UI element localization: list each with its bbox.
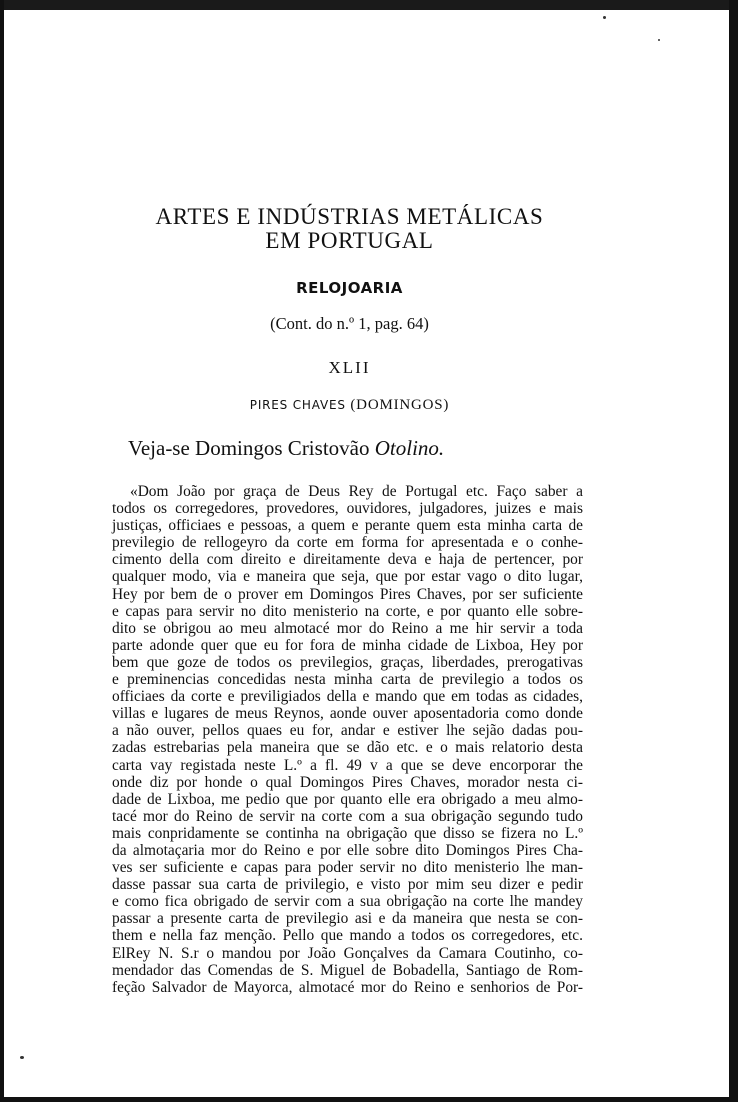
body-text <box>112 483 583 996</box>
scan-border-top <box>0 0 738 10</box>
continuation-note: (Cont. do n.º 1, pag. 64) <box>270 314 429 333</box>
body-line: previlegio de rellogeyro da corte em forma for apresentada e o conhe- <box>112 534 583 552</box>
section-heading <box>112 397 587 414</box>
body-line: feção Salvador de Mayorca, almotacé mor do Reino e senhorios de Por- <box>112 978 583 996</box>
body-line: carta vay registada neste L.º a fl. 49 v a que se deve encorporar the <box>112 756 583 774</box>
cross-reference-prefix: Veja-se Domingos Cristovão <box>128 436 375 460</box>
body-line: e como fica obrigado de servir com a sua obrigação na corte lhe mandey <box>112 893 583 911</box>
cross-reference <box>128 436 587 461</box>
body-line: dasse passar sua carta de privilegio, e visto por mim seu dizer e pedir <box>112 876 583 894</box>
body-line: parte adonde quer que eu for fora de minha cidade de Lixboa, Hey por <box>112 636 583 654</box>
title-line-1: ARTES E INDÚSTRIAS METÁLICAS <box>155 204 544 229</box>
body-line: ves ser suficiente e capas para poder servir no dito menisterio lhe man- <box>112 859 583 877</box>
body-line: officiaes da corte e previligiados della e mando que em todas as cidades, <box>112 688 583 706</box>
body-line: onde diz por honde o qual Domingos Pires Chaves, morador nesta ci- <box>112 773 583 791</box>
scan-border-left <box>0 0 4 1102</box>
body-line: zadas estrebarias pela maneira que se dão etc. e o mais relatorio desta <box>112 739 583 757</box>
section-name: PIRES CHAVES <box>249 398 346 412</box>
document-page <box>112 205 587 996</box>
article-title <box>112 205 587 253</box>
body-line: them e nella faz menção. Pello que mando a todos os corregedores, etc. <box>112 927 583 945</box>
body-line: a não ouver, pellos quaes eu for, andar e estiver lhe sejão dadas pou- <box>112 722 583 740</box>
body-line: dade de Lixboa, me pedio que por quanto elle era obrigado a meu almo- <box>112 790 583 808</box>
scan-speck <box>603 16 606 19</box>
body-line: mais conpridamente se continha na obrigação que disso se fizera no L.º <box>112 824 583 842</box>
body-line: qualquer modo, via e maneira que seja, que por estar vago o dito lugar, <box>112 568 583 586</box>
title-line-2: EM PORTUGAL <box>265 228 434 253</box>
scan-border-bottom <box>0 1097 738 1102</box>
body-line: da almotaçaria mor do Reino e por elle sobre dito Domingos Pires Cha- <box>112 841 583 859</box>
body-line: ElRey N. S.r o mandou por João Gonçalves da Camara Coutinho, co- <box>112 944 583 962</box>
section-number: XLII <box>328 358 371 377</box>
body-line: passar a presente carta de previlegio asi e da maneira que nesta se con- <box>112 910 583 928</box>
scan-border-right <box>729 0 738 1102</box>
section-qualifier: (DOMINGOS) <box>350 397 450 413</box>
body-line: Hey por bem de o prover em Domingos Pires Chaves, por ser suficiente <box>112 585 583 603</box>
scan-speck <box>20 1056 24 1059</box>
body-line: justiças, officiaes e pessoas, a quem e perante quem esta minha carta de <box>112 517 583 535</box>
scan-speck <box>658 39 660 41</box>
body-line: villas e lugares de meus Reynos, aonde ouver aposentadoria como donde <box>112 705 583 723</box>
body-line: e preminencias concedidas nesta minha carta de previlegio a todos os <box>112 671 583 689</box>
body-line: bem que goze de todos os previlegios, graças, liberdades, prerogativas <box>112 653 583 671</box>
cross-reference-name: Otolino. <box>374 436 445 460</box>
body-line: cimento della com direito e direitamente deva e haja de pertencer, por <box>112 551 583 569</box>
body-line: todos os corregedores, provedores, ouvidores, julgadores, juizes e mais <box>112 500 583 518</box>
body-line: «Dom João por graça de Deus Rey de Portugal etc. Faço saber a <box>130 483 583 500</box>
body-line: e capas para servir no dito menisterio na corte, e por quanto elle sobre- <box>112 602 583 620</box>
body-line: dito se obrigou ao meu almotacé mor do Reino a me hir servir a toda <box>112 619 583 637</box>
article-subtitle: RELOJOARIA <box>296 279 403 297</box>
body-line: mendador das Comendas de S. Miguel de Bobadella, Santiago de Rom- <box>112 961 583 979</box>
body-line: tacé mor do Reino de servir na corte com a sua obrigação segundo tudo <box>112 807 583 825</box>
